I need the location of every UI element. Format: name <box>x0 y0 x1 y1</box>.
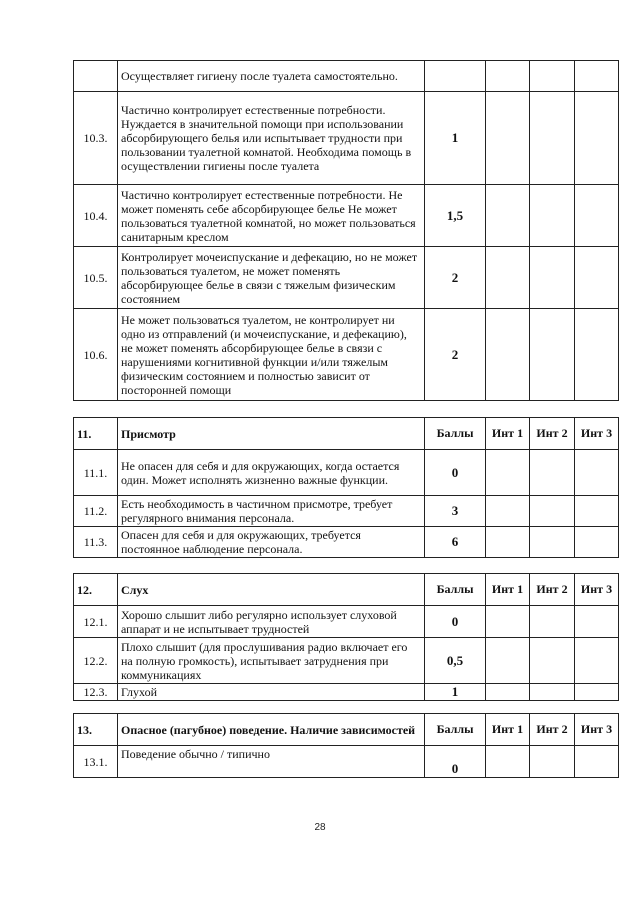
int3-header: Инт 3 <box>575 714 619 746</box>
row-text: Частично контролирует естественные потребности. Нуждается в значительной помощи при использовании абсорбирующего белья или испытывает трудности при пользовании туалетной комнатой. Необходима помощь в осуществлении гигиены после туалета <box>118 92 425 185</box>
row-score: 0,5 <box>425 638 486 684</box>
int1-header: Инт 1 <box>486 714 530 746</box>
int3-cell[interactable] <box>575 61 619 92</box>
int1-cell[interactable] <box>486 247 530 309</box>
row-text: Контролирует мочеиспускание и дефекацию, но не может пользоваться туалетом, не может поменять абсорбирующее белье в связи с тяжелым физическим состоянием <box>118 247 425 309</box>
table-row <box>74 496 619 527</box>
int1-cell[interactable] <box>486 185 530 247</box>
section-title: Присмотр <box>118 418 425 450</box>
int2-cell[interactable] <box>530 527 575 558</box>
table-row <box>74 92 619 185</box>
score-header: Баллы <box>425 714 486 746</box>
table-row <box>74 450 619 496</box>
int3-cell[interactable] <box>575 185 619 247</box>
int3-cell[interactable] <box>575 496 619 527</box>
page-number: 28 <box>314 822 326 833</box>
table-header-row <box>74 574 619 606</box>
table-section-10 <box>73 60 619 401</box>
int3-cell[interactable] <box>575 309 619 401</box>
row-score: 6 <box>425 527 486 558</box>
row-score: 1 <box>425 92 486 185</box>
row-number: 12.1. <box>74 606 118 638</box>
table-row <box>74 309 619 401</box>
row-number: 10.5. <box>74 247 118 309</box>
int2-cell[interactable] <box>530 496 575 527</box>
row-text: Не опасен для себя и для окружающих, когда остается один. Может исполнять жизненно важные функции. <box>118 450 425 496</box>
table-row <box>74 746 619 778</box>
row-number: 11.3. <box>74 527 118 558</box>
row-number: 10.3. <box>74 92 118 185</box>
table-section-12 <box>73 573 619 701</box>
int1-cell[interactable] <box>486 684 530 701</box>
table-row <box>74 684 619 701</box>
table-row <box>74 527 619 558</box>
int3-cell[interactable] <box>575 450 619 496</box>
int3-cell[interactable] <box>575 527 619 558</box>
int2-header: Инт 2 <box>530 574 575 606</box>
int1-cell[interactable] <box>486 527 530 558</box>
table-row <box>74 606 619 638</box>
section-title: Опасное (пагубное) поведение. Наличие зависимостей <box>118 714 425 746</box>
int3-cell[interactable] <box>575 606 619 638</box>
row-number <box>74 61 118 92</box>
int1-cell[interactable] <box>486 606 530 638</box>
row-number: 13.1. <box>74 746 118 778</box>
table-header-row <box>74 418 619 450</box>
row-text: Осуществляет гигиену после туалета самостоятельно. <box>118 61 425 92</box>
int2-cell[interactable] <box>530 450 575 496</box>
int3-cell[interactable] <box>575 92 619 185</box>
table-row <box>74 638 619 684</box>
row-text: Есть необходимость в частичном присмотре, требует регулярного внимания персонала. <box>118 496 425 527</box>
row-number: 12.2. <box>74 638 118 684</box>
row-score: 0 <box>425 450 486 496</box>
int2-header: Инт 2 <box>530 418 575 450</box>
row-text: Опасен для себя и для окружающих, требуется постоянное наблюдение персонала. <box>118 527 425 558</box>
row-text: Частично контролирует естественные потребности. Не может поменять себе абсорбирующее белье Не может пользоваться туалетной комнатой, но может пользоваться санитарным креслом <box>118 185 425 247</box>
table-header-row <box>74 714 619 746</box>
int3-cell[interactable] <box>575 746 619 778</box>
table-section-13 <box>73 713 619 778</box>
int1-cell[interactable] <box>486 61 530 92</box>
int2-cell[interactable] <box>530 746 575 778</box>
row-number: 12.3. <box>74 684 118 701</box>
table-row <box>74 185 619 247</box>
row-score <box>425 61 486 92</box>
row-number: 10.6. <box>74 309 118 401</box>
int3-cell[interactable] <box>575 247 619 309</box>
row-score: 1,5 <box>425 185 486 247</box>
score-header: Баллы <box>425 418 486 450</box>
int2-cell[interactable] <box>530 247 575 309</box>
int1-cell[interactable] <box>486 496 530 527</box>
table-row <box>74 247 619 309</box>
int2-cell[interactable] <box>530 606 575 638</box>
row-number: 10.4. <box>74 185 118 247</box>
int1-cell[interactable] <box>486 309 530 401</box>
row-text: Поведение обычно / типично <box>118 746 425 778</box>
row-score: 2 <box>425 247 486 309</box>
int2-cell[interactable] <box>530 92 575 185</box>
int1-header: Инт 1 <box>486 418 530 450</box>
int2-cell[interactable] <box>530 638 575 684</box>
row-score: 2 <box>425 309 486 401</box>
section-number: 13. <box>74 714 118 746</box>
int3-cell[interactable] <box>575 684 619 701</box>
row-score: 1 <box>425 684 486 701</box>
int3-header: Инт 3 <box>575 418 619 450</box>
int1-header: Инт 1 <box>486 574 530 606</box>
int1-cell[interactable] <box>486 638 530 684</box>
int2-cell[interactable] <box>530 61 575 92</box>
row-text: Не может пользоваться туалетом, не контролирует ни одно из отправлений (и мочеиспускание, и дефекацию), не может поменять абсорбирующее белье в связи с нарушениями когнитивной функции и/или тяжелым физическим состоянием и полностью зависит от посторонней помощи <box>118 309 425 401</box>
row-text: Хорошо слышит либо регулярно использует слуховой аппарат и не испытывает трудностей <box>118 606 425 638</box>
int1-cell[interactable] <box>486 746 530 778</box>
section-number: 11. <box>74 418 118 450</box>
int2-cell[interactable] <box>530 684 575 701</box>
int1-cell[interactable] <box>486 450 530 496</box>
row-score: 3 <box>425 496 486 527</box>
section-title: Слух <box>118 574 425 606</box>
row-text: Глухой <box>118 684 425 701</box>
table-row <box>74 61 619 92</box>
table-section-11 <box>73 417 619 558</box>
int3-header: Инт 3 <box>575 574 619 606</box>
row-number: 11.2. <box>74 496 118 527</box>
int1-cell[interactable] <box>486 92 530 185</box>
int3-cell[interactable] <box>575 638 619 684</box>
row-number: 11.1. <box>74 450 118 496</box>
int2-cell[interactable] <box>530 185 575 247</box>
row-text: Плохо слышит (для прослушивания радио включает его на полную громкость), испытывает затруднения при коммуникациях <box>118 638 425 684</box>
int2-header: Инт 2 <box>530 714 575 746</box>
section-number: 12. <box>74 574 118 606</box>
row-score: 0 <box>425 746 486 778</box>
int2-cell[interactable] <box>530 309 575 401</box>
score-header: Баллы <box>425 574 486 606</box>
row-score: 0 <box>425 606 486 638</box>
